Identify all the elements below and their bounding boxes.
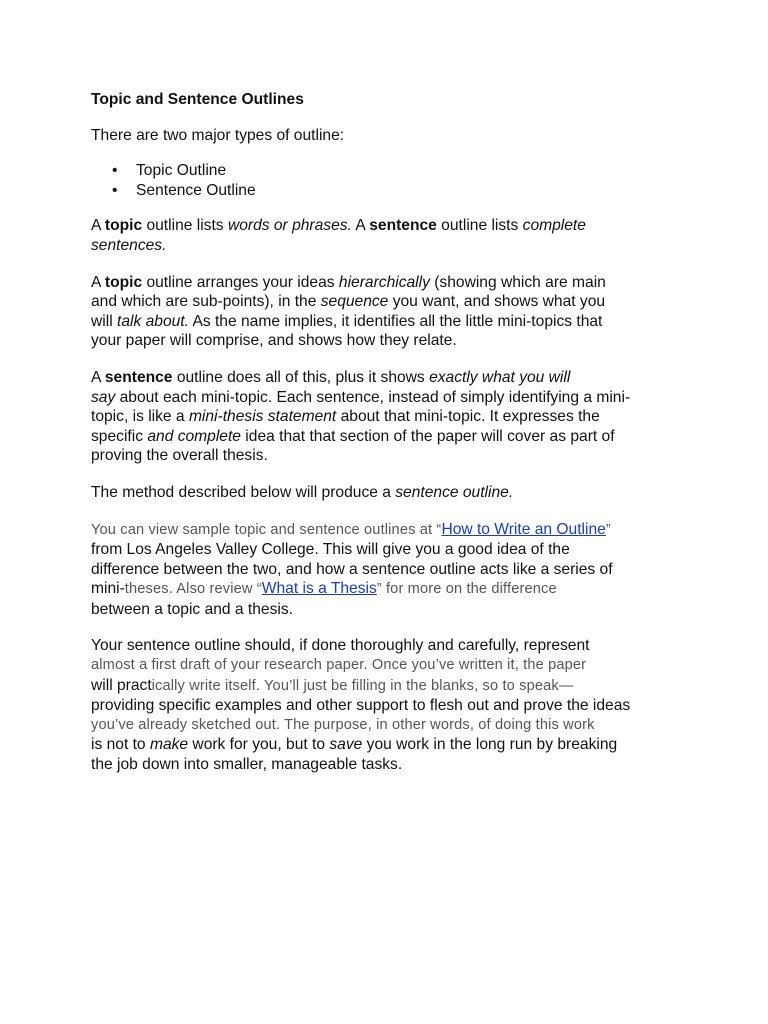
paragraph-topic-vs-sentence: A topic outline lists words or phrases. A sentence outline lists complete sentences. — [91, 217, 586, 254]
how-to-write-an-outline-link[interactable]: How to Write an Outline — [441, 520, 606, 538]
intro-paragraph: There are two major types of outline: — [91, 126, 345, 144]
paragraph-method: The method described below will produce a sentence outline. — [91, 483, 514, 501]
paragraph-topic-outline: A topic outline arranges your ideas hierarchically (showing which are main and which are sub-points), in the sequence you want, and shows what you will talk about. As the name implies, it identifies all the little mini-topics that your paper will comprise, and shows how they relate. — [91, 273, 606, 350]
list-item-sentence-outline: • Sentence Outline — [91, 181, 691, 201]
paragraph-sentence-outline-value: Your sentence outline should, if done thoroughly and carefully, represent almost a first draft of your research paper. Once you’ve written it, the paper will practically write itself. You’ll just be filling in the blanks, so to speak— providing specific examples and other support to flesh out and prove the ideas you’ve already sketched out. The purpose, in other words, of doing this work is not to make work for you, but to save you work in the long run by breaking the job down into smaller, manageable tasks. — [91, 637, 631, 774]
outline-types-list — [91, 161, 691, 200]
paragraph-sample-outlines: You can view sample topic and sentence outlines at “How to Write an Outline” from Los Angeles Valley College. This will give you a good idea of the difference between the two, and how a sentence outline acts like a series of mini-theses. Also review “What is a Thesis” for more on the difference between a topic and a thesis. — [91, 520, 613, 618]
paragraph-sentence-outline: A sentence outline does all of this, plus it shows exactly what you will say about each mini-topic. Each sentence, instead of simply identifying a mini- topic, is like a mini-thesis statement about that mini-topic. It expresses the specific and complete idea that that section of the paper will cover as part of proving the overall thesis. — [91, 368, 631, 465]
what-is-a-thesis-link[interactable]: What is a Thesis — [261, 580, 377, 598]
list-item-topic-outline: • Topic Outline — [91, 161, 691, 181]
document-body — [91, 90, 691, 792]
page-title: Topic and Sentence Outlines — [91, 91, 304, 108]
